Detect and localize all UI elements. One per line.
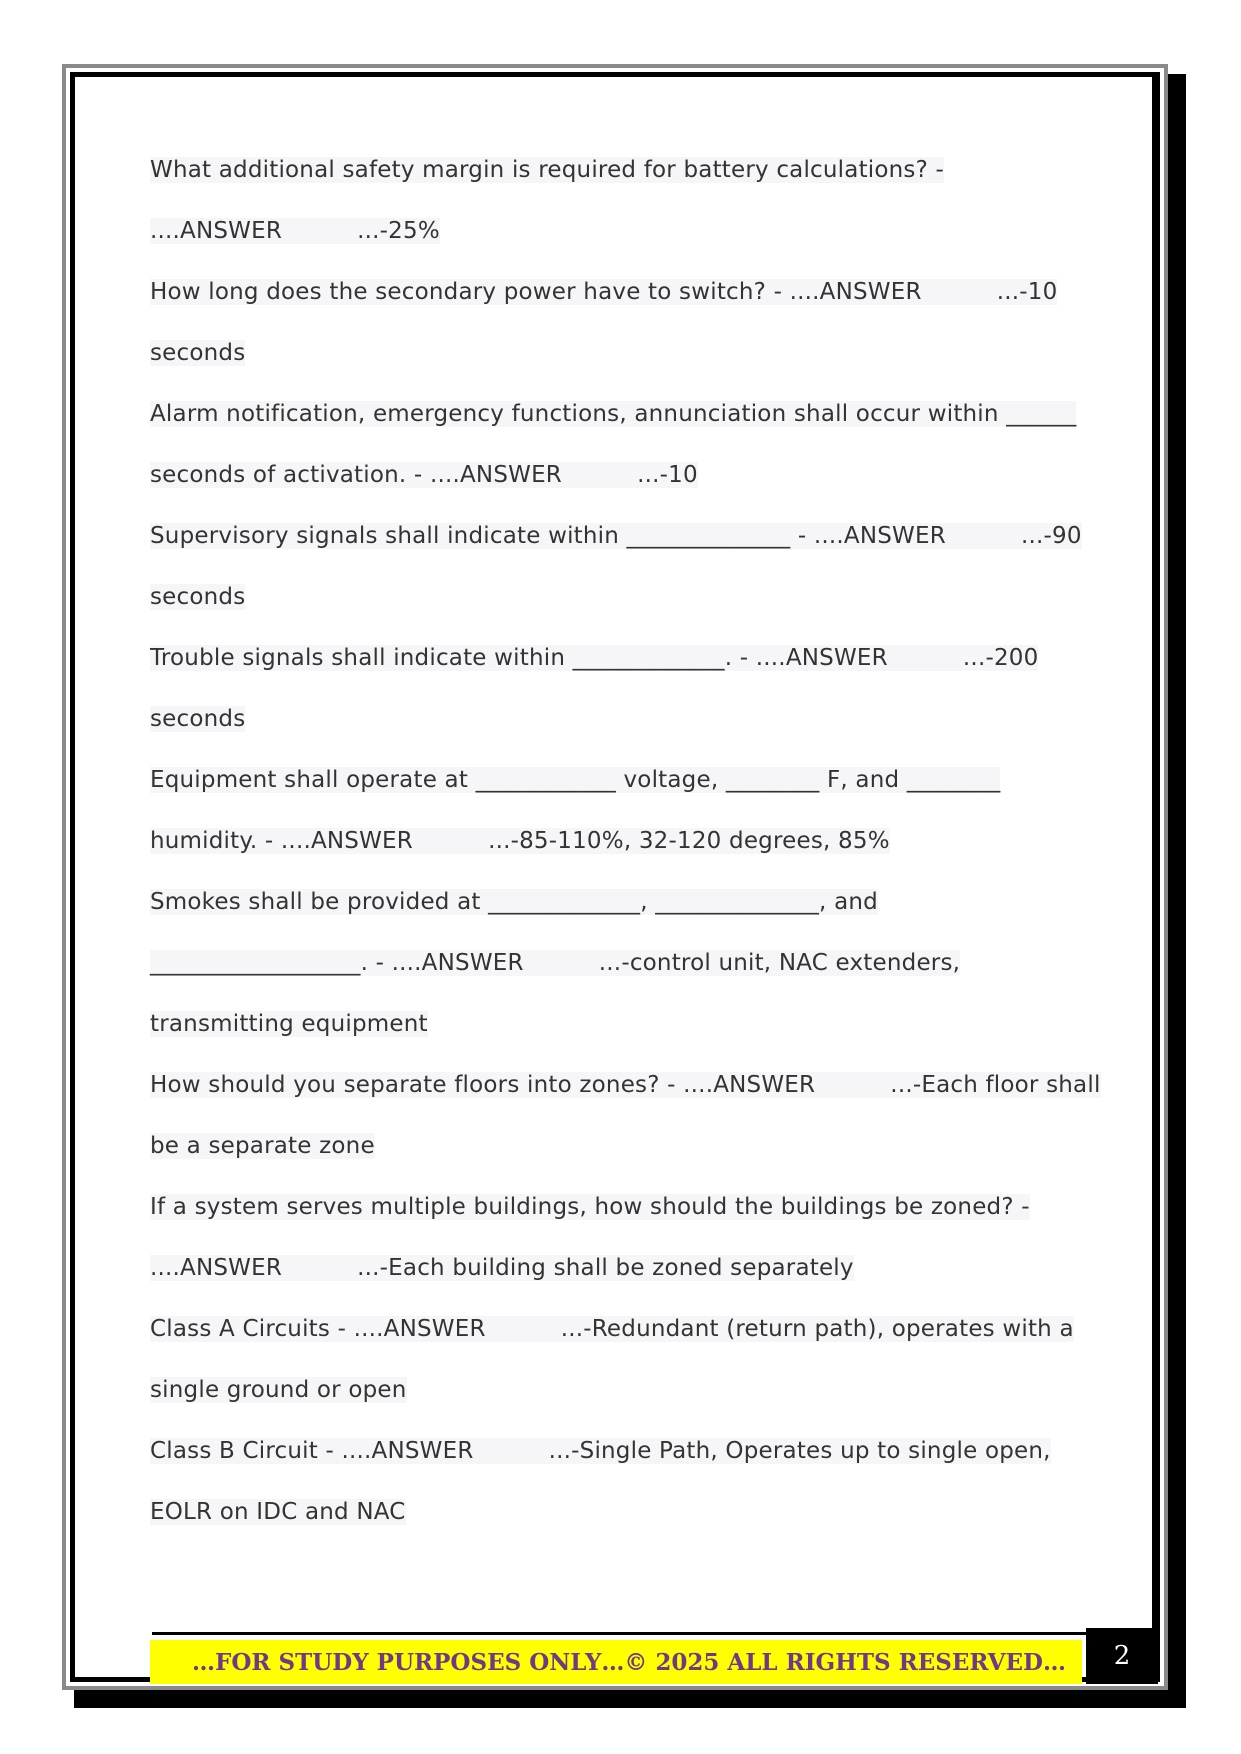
- qa-item: [150, 1299, 1080, 1421]
- qa-line: Smokes shall be provided at _____________, ______________, and: [150, 889, 878, 915]
- qa-item: [150, 750, 1080, 872]
- qa-item: [150, 262, 1080, 384]
- qa-line: Equipment shall operate at ____________ voltage, ________ F, and ________: [150, 767, 1001, 793]
- qa-line: How should you separate floors into zones? - ....ANSWER ...-Each floor shall: [150, 1072, 1101, 1098]
- qa-line: Trouble signals shall indicate within _____________. - ....ANSWER ...-200: [150, 645, 1039, 671]
- qa-line: __________________. - ....ANSWER ...-control unit, NAC extenders,: [150, 950, 961, 976]
- qa-item: [150, 384, 1080, 506]
- qa-line: seconds: [150, 584, 246, 610]
- qa-line: seconds of activation. - ....ANSWER ...-10: [150, 462, 698, 488]
- qa-line: EOLR on IDC and NAC: [150, 1499, 406, 1525]
- qa-item: [150, 1055, 1101, 1177]
- qa-line: be a separate zone: [150, 1133, 375, 1159]
- qa-line: How long does the secondary power have to switch? - ....ANSWER ...-10: [150, 279, 1058, 305]
- qa-item: [150, 140, 1080, 262]
- qa-line: Class A Circuits - ....ANSWER ...-Redundant (return path), operates with a: [150, 1316, 1074, 1342]
- qa-item: [150, 1421, 1080, 1543]
- qa-line: If a system serves multiple buildings, how should the buildings be zoned? -: [150, 1194, 1030, 1220]
- qa-item: [150, 506, 1080, 628]
- qa-item: [150, 1177, 1080, 1299]
- qa-line: Class B Circuit - ....ANSWER ...-Single Path, Operates up to single open,: [150, 1438, 1051, 1464]
- footer-band: [150, 1640, 1082, 1684]
- footer-rule: [152, 1632, 1086, 1635]
- qa-list: [150, 140, 1101, 1543]
- footer-copyright: …FOR STUDY PURPOSES ONLY…© 2025 ALL RIGHTS RESERVED…: [192, 1648, 1066, 1676]
- qa-item: [150, 628, 1080, 750]
- qa-item: [150, 872, 1080, 1055]
- qa-line: What additional safety margin is required for battery calculations? -: [150, 157, 945, 183]
- qa-line: seconds: [150, 340, 246, 366]
- qa-line: seconds: [150, 706, 246, 732]
- qa-line: humidity. - ....ANSWER ...-85-110%, 32-120 degrees, 85%: [150, 828, 890, 854]
- qa-line: ....ANSWER ...-Each building shall be zoned separately: [150, 1255, 854, 1281]
- qa-line: Alarm notification, emergency functions, annunciation shall occur within ______: [150, 401, 1077, 427]
- qa-line: transmitting equipment: [150, 1011, 428, 1037]
- qa-line: ....ANSWER ...-25%: [150, 218, 440, 244]
- qa-line: Supervisory signals shall indicate within ______________ - ....ANSWER ...-90: [150, 523, 1082, 549]
- qa-line: single ground or open: [150, 1377, 407, 1403]
- page-number: 2: [1086, 1628, 1158, 1684]
